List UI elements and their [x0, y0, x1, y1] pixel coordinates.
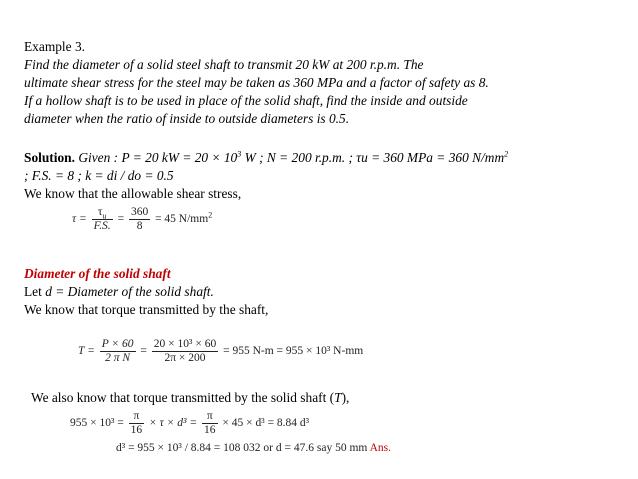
- problem-line-3: If a hollow shaft is to be used in place of the solid shaft, find the inside and outside: [24, 93, 468, 108]
- torque-text: We know that torque transmitted by the shaft,: [24, 302, 269, 317]
- problem-line-2: ultimate shear stress for the steel may be taken as 360 MPa and a factor of safety as 8.: [24, 75, 489, 90]
- torque-diameter-equation: 955 × 10³ = $\frac{\pi}{16}$ × τ × d³ = $\frac{\pi}{16}$ × 45 × d³ = 8.84 d³: [70, 410, 310, 436]
- diameter-result: d³ = 955 × 10³ / 8.84 = 108 032 or d = 47.6 say 50 mm Ans.: [116, 442, 391, 454]
- section-heading-solid-shaft: Diameter of the solid shaft: [24, 266, 171, 281]
- let-definition: Let d = Diameter of the solid shaft.: [24, 284, 214, 299]
- torque-equation: T = $\frac{P \times 60}{\text{2 π N}}$ = $\frac{\text{20 × 10³ × 60}}{2\pi \times 200}$ = 955 N-m = 955 × 10³ N-mm: [78, 338, 364, 364]
- solid-shaft-torque-text: We also know that torque transmitted by the solid shaft (T),: [31, 390, 350, 405]
- solution-label: Solution.: [24, 150, 75, 165]
- shear-stress-equation: τ = $\frac{\tau_u}{F.S.}$ = $\frac{360}{8}$ = 45 $N/mm^2$: [72, 206, 213, 232]
- problem-line-1: Find the diameter of a solid steel shaft to transmit 20 kW at 200 r.p.m. The: [24, 57, 424, 72]
- answer-label: Ans.: [369, 442, 391, 454]
- given-text: Given : P = 20 kW = $20 \times 10^3$ W ; N = 200 r.p.m. ; τu = 360 MPa = 360 $N/mm^2$: [78, 149, 509, 165]
- example-label: Example 3.: [24, 39, 85, 54]
- given-line-2: ; F.S. = 8 ; k = di / do = 0.5: [24, 168, 174, 183]
- solution-given-line: [24, 149, 508, 167]
- allowable-stress-text: We know that the allowable shear stress,: [24, 186, 242, 201]
- problem-line-4: diameter when the ratio of inside to outside diameters is 0.5.: [24, 111, 350, 126]
